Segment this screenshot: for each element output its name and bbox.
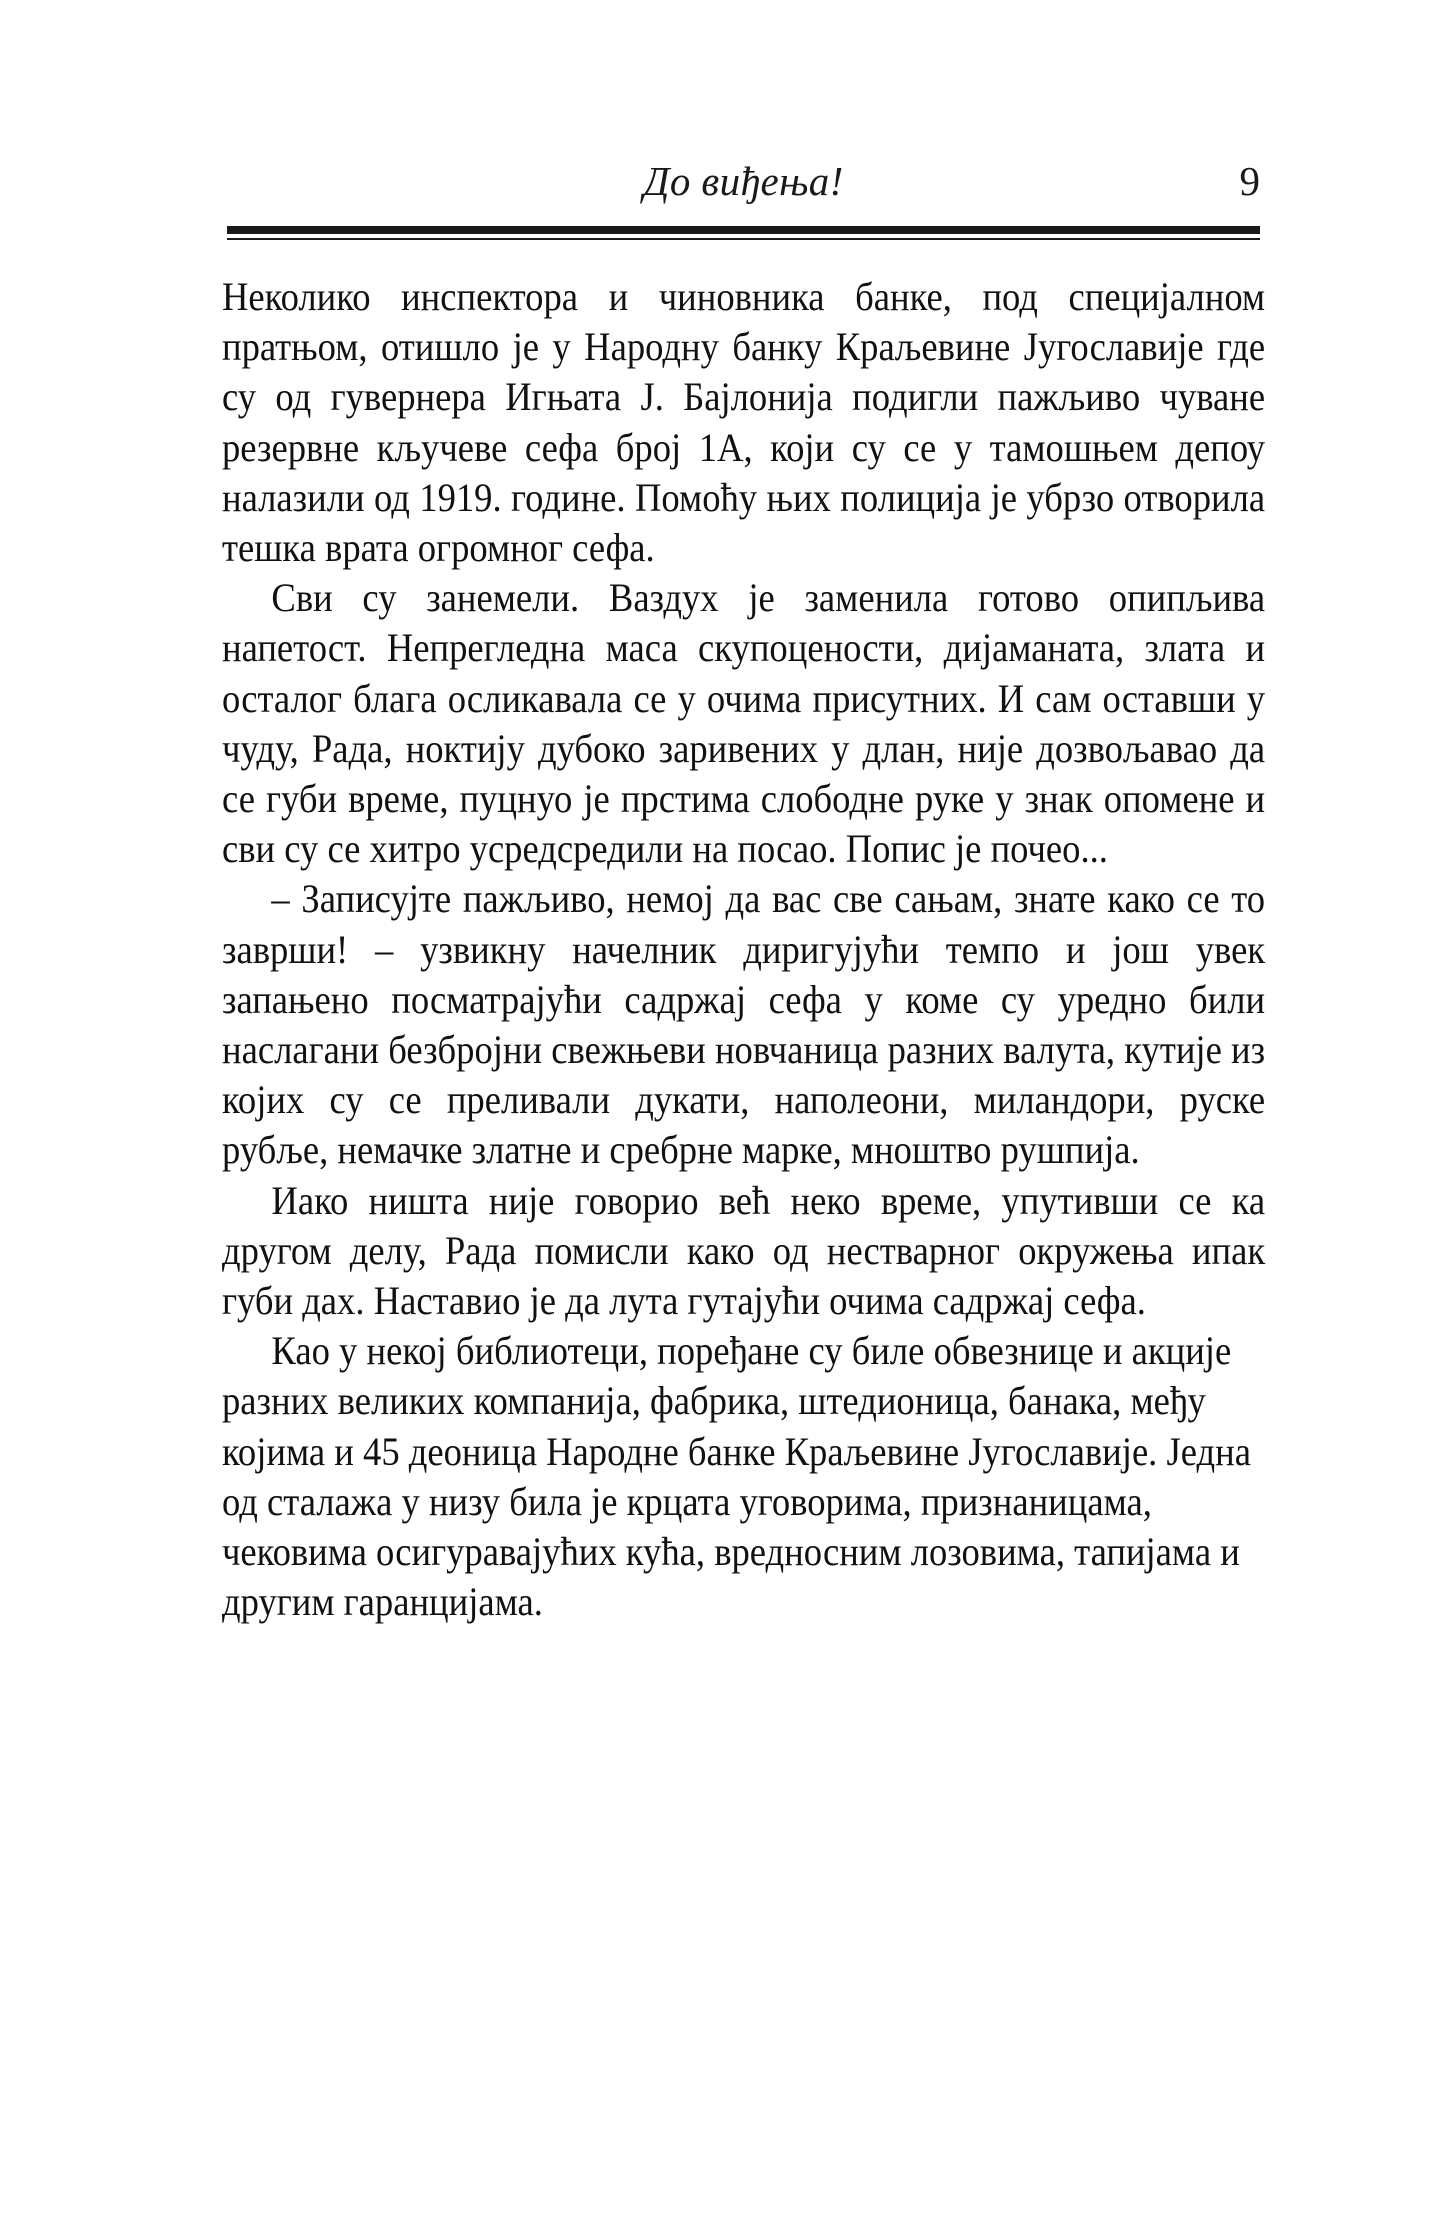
body-text-block	[222, 272, 1265, 1627]
paragraph: Иако ништа није говорио већ неко време, упутивши се ка другом делу, Рада помисли како од нестварног окружења ипак губи дах. Наставио је да лута гутајући очима садржај сефа.	[222, 1177, 1266, 1324]
paragraph: – Записујте пажљиво, немој да вас све сањам, знате како се то заврши! – узвикну начелник диригујући темпо и још увек запањено посматрајући садржај сефа у коме су уредно били наслагани безбројни свежњеви новчаница разних валута, кутије из којих су се преливали дукати, наполеони, миландори, руске рубље, немачке златне и сребрне марке, мноштво рушпија.	[222, 876, 1266, 1173]
running-header	[227, 140, 1260, 202]
running-head-title: До виђења!	[643, 158, 844, 204]
paragraph: Сви су занемели. Ваздух је заменила готово опипљива напетост. Непрегледна маса скупоцености, дијаманата, злата и осталог блага осликавала се у очима присутних. И сам оставши у чуду, Рада, ноктију дубоко заривених у длан, није дозвољавао да се губи време, пуцнуо је прстима слободне руке у знак опомене и сви су се хитро усредсредили на посао. Попис је почео...	[222, 575, 1266, 872]
header-double-rule	[227, 226, 1260, 240]
rule-thick-line	[227, 226, 1260, 234]
rule-thin-line	[227, 238, 1260, 240]
paragraph: Као у некој библиотеци, поређане су биле обвезнице и акције разних великих компанија, фабрика, штедионица, банака, међу којима и 45 деоница Народне банке Краљевине Југославије. Једна од сталажа у низу била је крцата уговорима, признаницама, чековима осигуравајућих кућа, вредносним лозовима, тапијама и другим гаранцијама.	[222, 1328, 1251, 1625]
page-number: 9	[1239, 158, 1260, 204]
paragraph: Неколико инспектора и чиновника банке, под специјалном пратњом, отишло је у Народну банку Краљевине Југославије где су од гувернера Игњата Ј. Бајлонија подигли пажљиво чуване резервне кључеве сефа број 1А, који су се у тамошњем депоу налазили од 1919. године. Помоћу њих полиција је убрзо отворила тешка врата огромног сефа.	[222, 274, 1266, 571]
